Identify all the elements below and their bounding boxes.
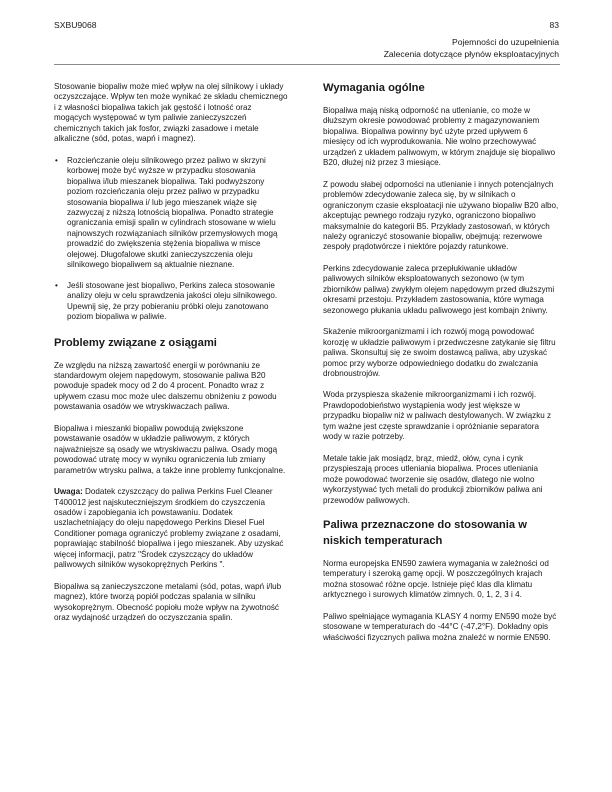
paragraph: Biopaliwa mają niską odporność na utlenianie, co może w dłuższym okresie powodować problemy z magazynowaniem biopaliwa. Biopaliwa powinny być użyte przed upływem 6 miesięcy od ich wyprodukowania. Nie wolno przechowywać urządzeń z układem paliwowym, w którym znajduje się biopaliwo B20, dłużej niż przez 3 miesiące. xyxy=(323,106,556,168)
left-column xyxy=(54,82,290,634)
list-item: • Jeśli stosowane jest biopaliwo, Perkins zaleca stosowanie analizy oleju w celu sprawdzenia jakości oleju silnikowego. Upewnij się, że przy pobieraniu próbki oleju zanotowano poziom biopaliwa w paliwie. xyxy=(54,281,290,323)
section-title: Pojemności do uzupełnienia xyxy=(451,37,559,47)
paragraph: Norma europejska EN590 zawiera wymagania w zależności od temperatury i szeroką gamę opcji. W poszczególnych krajach można stosować różne opcje. Istnieje pięć klas dla klimatu arktycznego i surowych klimatów zimnych. 0, 1, 2, 3 i 4. xyxy=(323,558,549,600)
header-divider xyxy=(54,64,560,65)
paragraph: Biopaliwa i mieszanki biopaliw powodują zwiększone powstawanie osadów w układzie paliwowym, z których najważniejsze są osady we wtryskiwaczu paliwa. Osady mogą powodować utratę mocy w wyniku ograniczenia lub zmiany parametrów wtrysku paliwa, a także inne problemy funkcjonalne. xyxy=(54,423,286,475)
intro-paragraph: Stosowanie biopaliw może mieć wpływ na olej silnikowy i układy oczyszczające. Wpływ ten może wynikać ze składu chemicznego i z własności biopaliwa takich jak gęstość i lotność oraz mogących występować w tym paliwie zanieczyszczeń chemicznych takich jak fosfor, związki zasadowe i metale alkaliczne (sód, potas, wapń i magnez). xyxy=(54,82,288,144)
paragraph: Z powodu słabej odporności na utlenianie i innych potencjalnych problemów zdecydowanie zaleca się, by w silnikach o ograniczonym czasie eksploatacji nie używano biopaliw B20 albo, akceptując pewnego rodzaju ryzyko, ograniczono biopaliwo maksymalnie do kategorii B5. Przykłady zastosowań, w których należy ograniczyć stosowanie biopaliw, obejmują: rezerwowe zespoły prądotwórcze i niektóre pojazdy ratunkowe. xyxy=(323,179,559,252)
section-heading-general: Wymagania ogólne xyxy=(323,82,425,94)
paragraph: Metale takie jak mosiądz, brąz, miedź, ołów, cyna i cynk przyspieszają proces utleniania biopaliwa. Proces utleniania może powodować tworzenie się osadów, dlatego nie wolno wykorzystywać tych metali do produkcji zbiorników paliwa ani przewodów paliwowych. xyxy=(323,453,543,505)
note-text: Dodatek czyszczący do paliwa Perkins Fuel Cleaner T400012 jest najskuteczniejszym środkiem do czyszczenia osadów i zapobiegania ich powstawaniu. Dodatek uszlachetniający do oleju napędowego Perkins Diesel Fuel Conditioner pomaga ograniczyć problemy związane z osadami, poprawiając stabilność biopaliwa i jego mieszanek. Aby uzyskać więcej informacji, patrz "Środek czyszczący do układów paliwowych silników wysokoprężnych Perkins ". xyxy=(54,487,284,570)
page-number: 83 xyxy=(549,20,559,30)
section-heading-performance: Problemy związane z osiągami xyxy=(54,336,217,349)
paragraph: Biopaliwa są zanieczyszczone metalami (sód, potas, wapń i/lub magnez), które tworzą popiół podczas spalania w silniku wysokoprężnym. Obecność popiołu może wpływ na żywotność oraz wydajność urządzeń do oczyszczania spalin. xyxy=(54,581,282,623)
document-code: SXBU9068 xyxy=(54,20,97,30)
paragraph: Ze względu na niższą zawartość energii w porównaniu ze standardowym olejem napędowym, stosowanie paliwa B20 powoduje spadek mocy od 2 do 4 procent. Ponadto wraz z upływem czasu moc może ulec dalszemu obniżeniu z powodu powstawania osadów we wtryskiwaczach paliwa. xyxy=(54,360,277,412)
subsection-title: Zalecenia dotyczące płynów eksploatacyjnych xyxy=(383,49,559,59)
paragraph: Woda przyspiesza skażenie mikroorganizmami i ich rozwój. Prawdopodobieństwo wystąpienia wody jest większe w przypadku biopaliw niż w paliwach destylowanych. W związku z tym ważne jest częste sprawdzanie i opróżnianie separatora wody w razie potrzeby. xyxy=(323,390,552,442)
paragraph: Paliwo spełniające wymagania KLASY 4 normy EN590 może być stosowane w temperaturach do -44°C (-47,2°F). Dokładny opis właściwości fizycznych paliwa można znaleźć w normie EN590. xyxy=(323,611,557,642)
list-item: • Rozcieńczanie oleju silnikowego przez paliwo w skrzyni korbowej może być wyższe w przypadku stosowania biopaliwa i/lub mieszanek biopaliwa. Taki podwyższony poziom rozcieńczania oleju przez paliwo w przypadku stosowania biopaliwa i/ lub jego mieszanek wiąże się zazwyczaj z niższą lotnością biopaliwa. Ponadto strategie ograniczania emisji spalin w cylindrach stosowane w wielu najnowszych rozwiązaniach silników przemysłowych mogą prowadzić do zwiększenia stężenia biopaliwa w misce olejowej. Długofalowe skutki zanieczyszczenia oleju silnikowego biopaliwem są aktualnie nieznane. xyxy=(54,156,290,271)
paragraph: Skażenie mikroorganizmami i ich rozwój mogą powodować korozję w układzie paliwowym i przedwczesne zatykanie się filtru paliwa. Skonsultuj się ze swoim dostawcą paliwa, aby uzyskać pomoc przy wyborze odpowiedniego dodatku do zwalczania drobnoustrojów. xyxy=(323,327,556,378)
section-heading-low-temperature: Paliwa przeznaczone do stosowania w niskich temperaturach xyxy=(323,518,527,547)
note-paragraph xyxy=(54,487,290,571)
paragraph: Perkins zdecydowanie zaleca przepłukiwanie układów paliwowych silników eksploatowanych sezonowo (w tym zbiorników paliwa) zwykłym olejem napędowym przed dłuższymi okresami przestoju. Przykładem zastosowania, które wymaga sezonowego płukania układu paliwowego jest kombajn żniwny. xyxy=(323,263,555,315)
right-column xyxy=(323,80,559,654)
bullet-list xyxy=(54,156,290,323)
running-header xyxy=(384,36,559,60)
note-label: Uwaga: xyxy=(54,487,83,497)
